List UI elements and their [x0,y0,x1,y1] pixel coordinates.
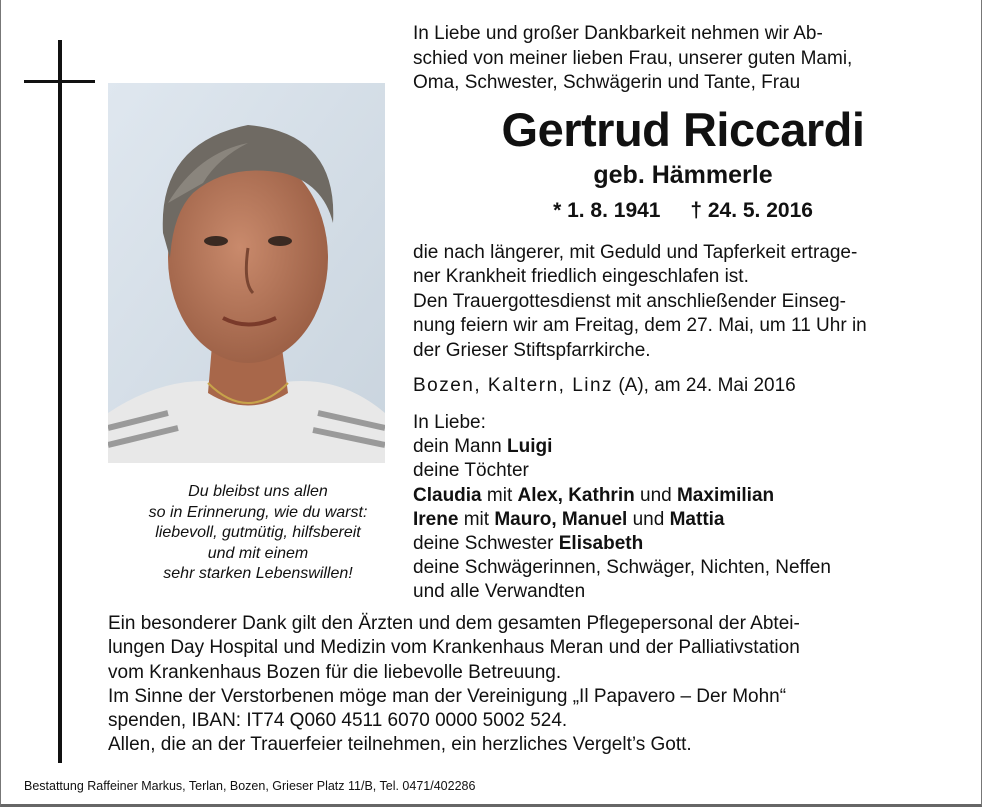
family-heading: In Liebe: [413,412,486,433]
date-line: (A), am 24. Mai 2016 [613,375,796,396]
death-date: † 24. 5. 2016 [690,199,813,222]
iban-line: spenden, IBAN: IT74 Q060 4511 6070 0000 5002 524. [108,710,568,732]
daughter-line [413,484,831,508]
intro-line: Oma, Schwester, Schwägerin und Tante, Frau [413,72,801,93]
sister-line [413,532,831,556]
portrait-illustration [108,83,385,463]
passing-text [413,241,857,290]
thanks-text [108,612,958,758]
intro-text [413,22,953,96]
thanks-line: Ein besonderer Dank gilt den Ärzten und dem gesamten Pflegepersonal der Abtei- [108,613,800,634]
service-line: nung feiern wir am Freitag, dem 27. Mai, um 11 Uhr in [413,315,867,337]
cross-icon-bar [24,80,95,83]
service-line: der Grieser Stiftspfarrkirche. [413,339,651,361]
place-date [413,374,796,398]
connector: mit [481,484,518,506]
daughter-name: Claudia [413,484,482,506]
maiden-name: geb. Hämmerle [593,161,773,189]
cross-icon [58,40,62,763]
daughters-label: deine Töchter [413,460,529,482]
funeral-home-footer: Bestattung Raffeiner Markus, Terlan, Bozen, Grieser Platz 11/B, Tel. 0471/402286 [24,779,476,793]
birth-date: * 1. 8. 1941 [553,199,661,222]
thanks-line: vom Krankenhaus Bozen für die liebevolle Betreuung. [108,661,562,683]
sister-name: Elisabeth [558,533,644,555]
connector: mit [458,508,495,530]
passing-line: ner Krankheit friedlich eingeschlafen ist. [413,266,749,288]
intro-line: schied von meiner lieben Frau, unserer guten Mami, [413,47,853,69]
intro-line: In Liebe und großer Dankbarkeit nehmen wir Ab- [413,23,823,44]
husband-line [413,435,831,459]
deceased-name: Gertrud Riccardi [501,103,865,156]
thanks-line: lungen Day Hospital und Medizin vom Krankenhaus Meran und der Palliativstation [108,637,800,659]
grandchildren: Mauro, Manuel [494,508,628,530]
daughter-line [413,508,831,532]
family-list [413,411,831,605]
portrait-photo [108,83,385,463]
husband-name: Luigi [507,436,553,458]
service-line: Den Trauergottesdienst mit anschließender Einseg- [413,291,847,312]
closing-line: Allen, die an der Trauerfeier teilnehmen, ein herzliches Vergelt’s Gott. [108,734,692,756]
donation-line: Im Sinne der Verstorbenen möge man der Vereinigung „Il Papavero – Der Mohn“ [108,685,787,707]
caption-line: und mit einem [207,544,309,562]
caption-line: sehr starken Lebenswillen! [163,565,353,583]
grandchildren: Alex, Kathrin [517,484,635,506]
relatives-line: und alle Verwandten [413,581,586,603]
connector: und [627,508,670,530]
grandchild: Mattia [669,508,725,530]
husband-prefix: dein Mann [413,436,508,458]
places: Bozen, Kaltern, Linz [413,375,614,396]
caption-line: liebevoll, gutmütig, hilfsbereit [155,524,361,542]
caption-line: so in Erinnerung, wie du warst: [148,503,368,521]
connector: und [634,484,677,506]
caption-line: Du bleibst uns allen [188,483,328,500]
sister-prefix: deine Schwester [413,533,559,555]
grandchild: Maximilian [676,484,775,506]
service-text [413,290,867,363]
photo-caption [108,482,408,585]
inlaws-line: deine Schwägerinnen, Schwäger, Nichten, Neffen [413,557,831,579]
life-dates [413,197,953,225]
daughter-name: Irene [413,508,459,530]
passing-line: die nach längerer, mit Geduld und Tapferkeit ertrage- [413,242,858,263]
